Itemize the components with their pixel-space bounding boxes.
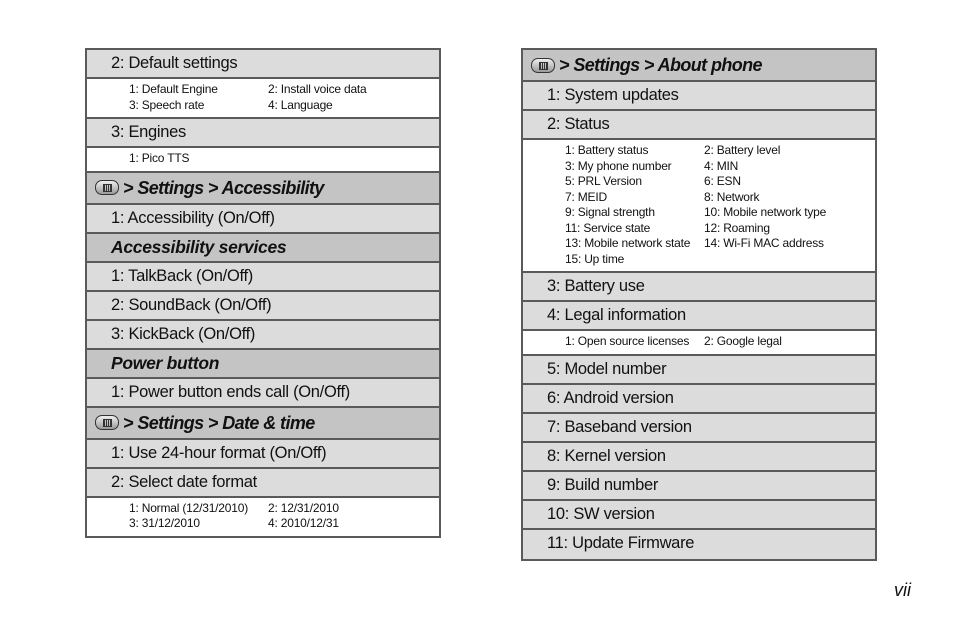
- row-select-date-format: 2: Select date format: [87, 469, 439, 498]
- subitem: 2: Install voice data: [268, 82, 367, 96]
- section-power-button: Power button: [87, 350, 439, 379]
- subitem: 15: Up time: [565, 251, 625, 266]
- subitem: 13: Mobile network state: [565, 236, 691, 250]
- row-legal-information: 4: Legal information: [523, 302, 875, 331]
- row-kickback: 3: KickBack (On/Off): [87, 321, 439, 350]
- subitem: 1: Default Engine: [129, 82, 218, 96]
- row-sw-version: 10: SW version: [523, 501, 875, 530]
- row-soundback: 2: SoundBack (On/Off): [87, 292, 439, 321]
- section-accessibility-services: Accessibility services: [87, 234, 439, 263]
- row-update-firmware: 11: Update Firmware: [523, 530, 875, 559]
- row-status: 2: Status: [523, 111, 875, 140]
- row-battery-use: 3: Battery use: [523, 273, 875, 302]
- subitem: 3: Speech rate: [129, 97, 205, 112]
- subitem: 11: Service state: [565, 220, 651, 235]
- engines-subitems: [87, 148, 439, 173]
- left-menu-table: [85, 48, 441, 538]
- row-baseband-version: 7: Baseband version: [523, 414, 875, 443]
- subitem: 4: 2010/12/31: [268, 516, 339, 530]
- right-menu-table: [521, 48, 877, 561]
- subitem: 4: MIN: [704, 158, 739, 173]
- path-text: > Settings > About phone: [559, 55, 762, 75]
- row-build-number: 9: Build number: [523, 472, 875, 501]
- subitem: 9: Signal strength: [565, 205, 655, 219]
- row-power-button-ends-call: 1: Power button ends call (On/Off): [87, 379, 439, 408]
- menu-key-icon: [95, 180, 119, 195]
- default-settings-subitems: [87, 79, 439, 119]
- subitem: 12: Roaming: [704, 220, 770, 235]
- subitem: 6: ESN: [704, 174, 741, 188]
- subitem: 2: Google legal: [704, 334, 782, 348]
- subitem: 14: Wi-Fi MAC address: [704, 236, 824, 250]
- row-talkback: 1: TalkBack (On/Off): [87, 263, 439, 292]
- path-header-accessibility: [87, 173, 439, 205]
- row-android-version: 6: Android version: [523, 385, 875, 414]
- row-kernel-version: 8: Kernel version: [523, 443, 875, 472]
- subitem: 1: Open source licenses: [565, 334, 690, 348]
- legal-subitems: [523, 331, 875, 356]
- subitem: 2: 12/31/2010: [268, 500, 339, 515]
- row-default-settings: 2: Default settings: [87, 50, 439, 79]
- path-text: > Settings > Date & time: [123, 412, 315, 433]
- subitem: 3: 31/12/2010: [129, 516, 200, 530]
- status-subitems: [523, 140, 875, 273]
- path-text: > Settings > Accessibility: [123, 177, 324, 198]
- subitem: 2: Battery level: [704, 143, 781, 157]
- row-system-updates: 1: System updates: [523, 82, 875, 111]
- menu-key-icon: [531, 58, 555, 73]
- subitem: 1: Pico TTS: [129, 151, 190, 165]
- subitem: 1: Normal (12/31/2010): [129, 500, 248, 515]
- row-use-24-hour: 1: Use 24-hour format (On/Off): [87, 440, 439, 469]
- row-engines: 3: Engines: [87, 119, 439, 148]
- path-header-about-phone: [523, 50, 875, 82]
- subitem: 4: Language: [268, 97, 333, 112]
- row-model-number: 5: Model number: [523, 356, 875, 385]
- subitem: 5: PRL Version: [565, 174, 642, 188]
- subitem: 3: My phone number: [565, 158, 672, 173]
- subitem: 7: MEID: [565, 189, 607, 204]
- row-accessibility-toggle: 1: Accessibility (On/Off): [87, 205, 439, 234]
- date-format-subitems: [87, 498, 439, 536]
- subitem: 8: Network: [704, 189, 760, 204]
- menu-key-icon: [95, 415, 119, 430]
- subitem: 10: Mobile network type: [704, 205, 827, 219]
- path-header-date-time: [87, 408, 439, 440]
- page-number: vii: [894, 580, 911, 600]
- subitem: 1: Battery status: [565, 143, 649, 157]
